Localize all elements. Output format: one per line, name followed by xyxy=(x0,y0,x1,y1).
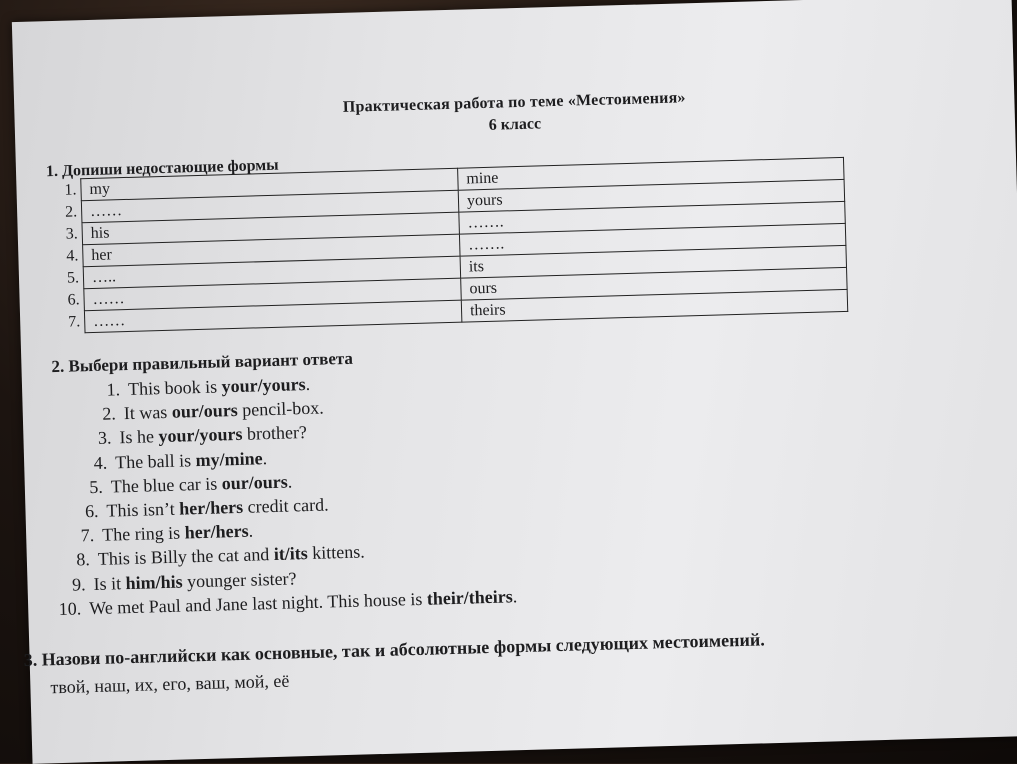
absolute-form-cell: ……. xyxy=(459,201,845,234)
absolute-form-cell: mine xyxy=(458,157,844,190)
subject-form-cell: …… xyxy=(81,190,458,223)
sentence-text: The ball is xyxy=(114,449,196,472)
row-number: 1. xyxy=(64,180,77,199)
sentence-text: Is it xyxy=(93,572,126,594)
worksheet-page xyxy=(12,0,1017,764)
sentence-text: It was xyxy=(123,401,173,424)
section1-heading: 1. Допиши недостающие формы xyxy=(45,156,279,181)
page-title: Практическая работа по теме «Местоимения» xyxy=(342,89,686,116)
choice-options: it/its xyxy=(273,543,309,565)
section3-heading: 3. Назови по-английски как основные, так и абсолютные формы следующих местоимений. xyxy=(23,629,766,671)
row-number: 5. xyxy=(66,268,80,287)
sentence-text: This book is xyxy=(127,376,222,399)
item-number: 4. xyxy=(93,452,108,473)
page-subtitle: 6 класс xyxy=(488,115,542,134)
sentence-text: The blue car is xyxy=(110,473,223,497)
sentence-text-end: . xyxy=(305,373,311,395)
choice-options: my/mine xyxy=(195,447,263,470)
sentence-text-end: . xyxy=(262,447,268,468)
choice-options: your/yours xyxy=(158,424,243,447)
sentence-list xyxy=(26,355,932,622)
choice-options: our/ours xyxy=(171,400,239,422)
choice-options: our/ours xyxy=(221,471,289,494)
sentence-text-end: kittens. xyxy=(307,541,366,564)
pronoun-forms-table xyxy=(54,157,848,334)
item-number: 9. xyxy=(71,573,86,595)
row-number: 4. xyxy=(66,246,79,265)
subject-form-cell: …… xyxy=(84,278,461,311)
absolute-form-cell: ours xyxy=(461,267,847,300)
row-number: 6. xyxy=(67,290,80,309)
sentence-text-end: credit card. xyxy=(242,494,329,517)
choice-options: her/hers xyxy=(184,520,249,543)
sentence-text-end: brother? xyxy=(242,422,308,445)
item-number: 5. xyxy=(89,476,104,497)
subject-form-cell: his xyxy=(82,212,459,245)
sentence-text: The ring is xyxy=(101,522,185,545)
item-number: 8. xyxy=(76,549,91,570)
choice-options: her/hers xyxy=(178,496,244,519)
section3-pronoun-list: твой, наш, их, его, ваш, мой, её xyxy=(50,670,290,698)
absolute-form-cell: yours xyxy=(458,179,844,212)
row-number: 7. xyxy=(67,312,81,331)
subject-form-cell: ….. xyxy=(83,256,460,289)
sentence-text-end: pencil-box. xyxy=(237,397,325,421)
sentence-text: This is Billy the cat and xyxy=(97,544,275,570)
sentence-text-end: . xyxy=(248,520,254,541)
sentence-text: This isn’t xyxy=(106,498,180,521)
absolute-form-cell: ……. xyxy=(459,223,845,256)
row-number: 3. xyxy=(65,224,78,243)
subject-form-cell: …… xyxy=(84,300,461,333)
choice-options: him/his xyxy=(125,571,183,593)
subject-form-cell: my xyxy=(81,168,458,201)
item-number: 3. xyxy=(97,427,112,449)
subject-form-cell: her xyxy=(83,234,460,267)
absolute-form-cell: theirs xyxy=(461,289,847,322)
sentence-text: Is he xyxy=(119,426,159,448)
sentence-text: We met Paul and Jane last night. This house is xyxy=(88,588,428,618)
sentence-text-end: . xyxy=(287,471,293,492)
item-number: 2. xyxy=(102,403,117,424)
section2-heading: 2. Выбери правильный вариант ответа xyxy=(51,348,354,377)
sentence-text-end: . xyxy=(512,585,518,607)
item-number: 1. xyxy=(106,379,121,400)
item-number: 6. xyxy=(84,500,99,522)
item-number: 7. xyxy=(80,525,95,546)
choice-options: their/theirs xyxy=(426,586,514,609)
absolute-form-cell: its xyxy=(460,245,846,278)
sentence-text-end: younger sister? xyxy=(182,567,297,592)
item-number: 10. xyxy=(58,598,82,619)
row-number: 2. xyxy=(64,202,78,221)
choice-options: your/yours xyxy=(221,374,306,397)
